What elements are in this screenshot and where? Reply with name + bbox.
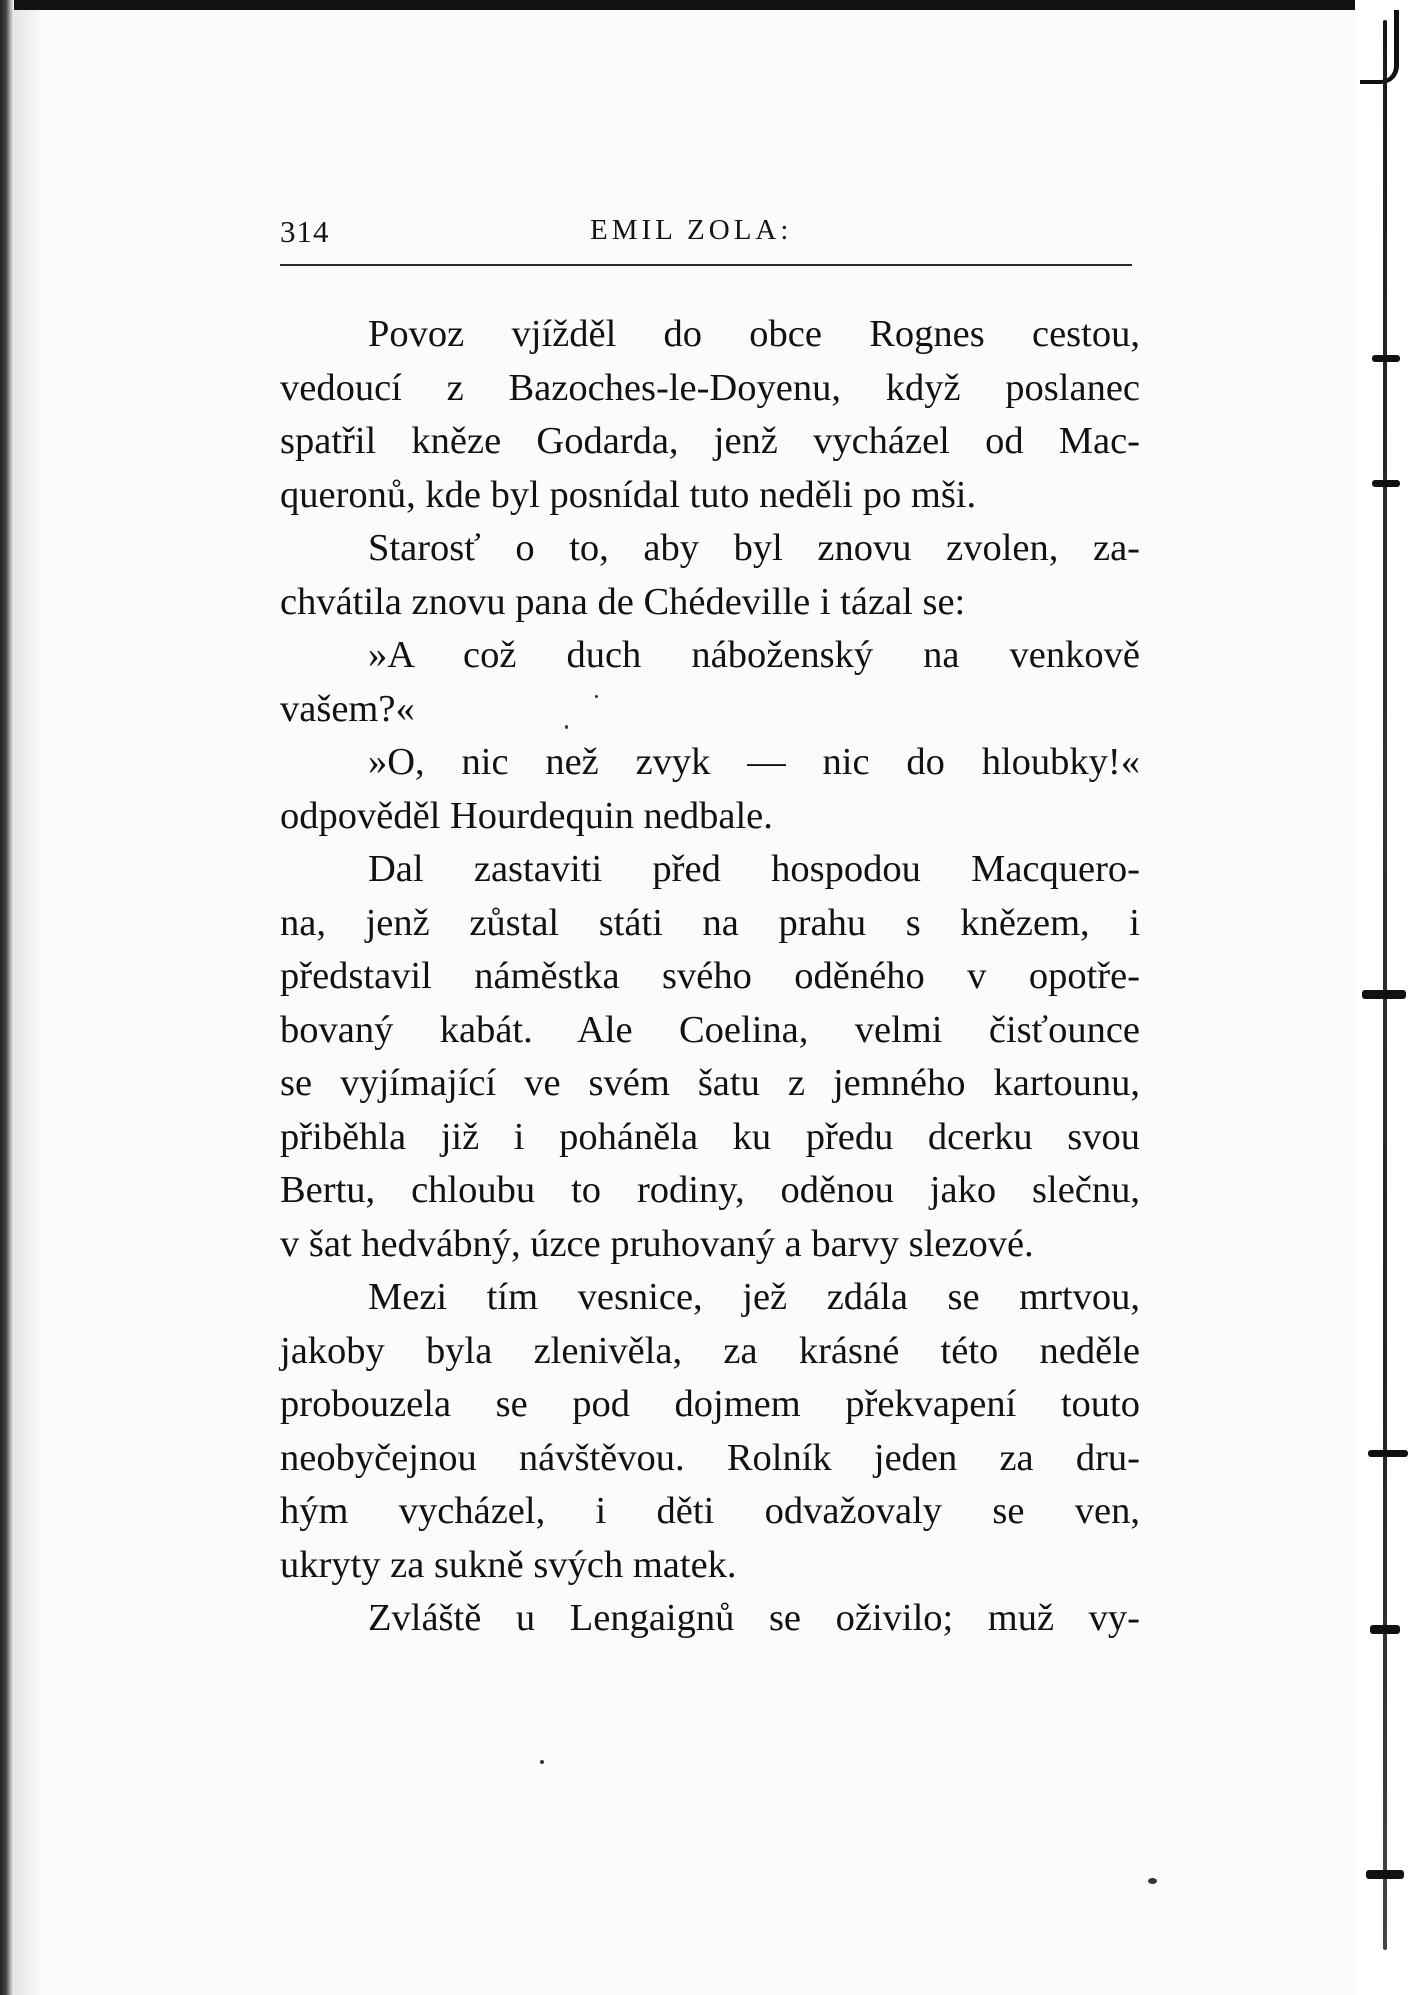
binding-mark	[1372, 480, 1400, 487]
binding-mark	[1368, 1450, 1408, 1457]
binding-corner	[1360, 10, 1399, 84]
text-line: Mezi tím vesnice, jež zdála se mrtvou,	[368, 1276, 1140, 1318]
body-text	[280, 308, 1140, 1646]
text-line: Povoz vjížděl do obce Rognes cestou,	[368, 313, 1140, 355]
scan-border-left	[0, 0, 14, 1995]
text-line: na, jenž zůstal státi na prahu s knězem, i	[280, 901, 1140, 944]
page-number: 314	[280, 214, 330, 249]
scan-speck	[1148, 1878, 1157, 1884]
text-line: Dal zastaviti před hospodou Macquero-	[368, 848, 1140, 890]
text-line: se vyjímající ve svém šatu z jemného kartounu,	[280, 1062, 1140, 1104]
binding-mark	[1372, 355, 1400, 362]
binding-mark	[1366, 1870, 1404, 1879]
binding-mark	[1370, 1625, 1400, 1634]
binding-edge	[1383, 20, 1387, 1950]
text-line: jakoby byla zlenivěla, za krásné této neděle	[280, 1329, 1140, 1372]
text-line: bovaný kabát. Ale Coelina, velmi čisťounce	[280, 1008, 1140, 1051]
header-rule	[280, 264, 1132, 266]
text-line: neobyčejnou návštěvou. Rolník jeden za dru-	[280, 1436, 1140, 1479]
text-line: odpověděl Hourdequin nedbale.	[280, 794, 773, 837]
text-line: chvátila znovu pana de Chédeville i tázal se:	[280, 580, 966, 623]
page-header	[280, 210, 1132, 260]
text-line: hým vycházel, i děti odvažovaly se ven,	[280, 1490, 1140, 1532]
running-title: EMIL ZOLA:	[590, 214, 793, 246]
text-line: Starosť o to, aby byl znovu zvolen, za-	[368, 527, 1140, 569]
scan-speck	[540, 1760, 544, 1764]
page-edge-shadow	[14, 10, 44, 1995]
text-line: »O, nic než zvyk — nic do hloubky!«	[368, 741, 1140, 783]
binding-mark	[1362, 990, 1406, 999]
text-line: queronů, kde byl posnídal tuto neděli po mši.	[280, 473, 977, 516]
text-line: Zvláště u Lengaignů se oživilo; muž vy-	[368, 1597, 1140, 1639]
text-line: představil náměstka svého oděného v opotře-	[280, 955, 1140, 997]
text-line: vašem?«	[280, 687, 415, 730]
text-line: přiběhla již i poháněla ku předu dcerku svou	[280, 1115, 1140, 1158]
text-line: ukryty za sukně svých matek.	[280, 1543, 737, 1586]
text-line: probouzela se pod dojmem překvapení touto	[280, 1383, 1140, 1425]
text-line: v šat hedvábný, úzce pruhovaný a barvy slezové.	[280, 1222, 1034, 1265]
text-line: Bertu, chloubu to rodiny, oděnou jako slečnu,	[280, 1169, 1140, 1211]
scan-border-top	[0, 0, 1409, 10]
text-line: spatřil kněze Godarda, jenž vycházel od Mac-	[280, 420, 1140, 462]
text-line: »A což duch náboženský na venkově	[368, 634, 1140, 676]
text-line: vedoucí z Bazoches-le-Doyenu, když poslanec	[280, 366, 1140, 409]
